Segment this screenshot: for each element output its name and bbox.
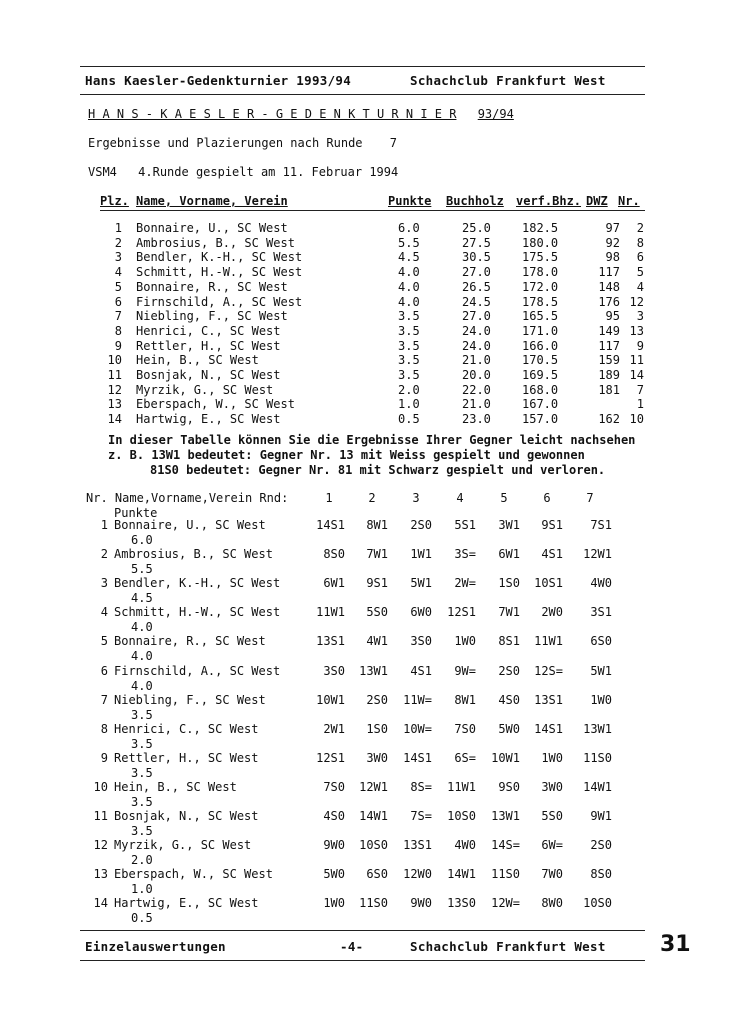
crosstable-result: 7S1 [590,518,612,532]
crosstable-result: 8S0 [590,867,612,882]
standings-plz: 2 [114,235,122,250]
round-header: 2 [368,491,376,505]
standings-dwz: 95 [605,309,620,324]
crosstable-name: Firnschild, A., SC West [114,663,281,678]
standings-plz: 7 [114,309,122,324]
standings-name: Bonnaire, R., SC West [136,279,288,294]
crosstable-result: 2W0 [541,605,563,620]
crosstable-result: 7W1 [366,547,388,562]
crosstable-nr: 3 [100,576,108,591]
footer-left: Einzelauswertungen [85,939,226,954]
standings-name: Eberspach, W., SC West [136,397,295,412]
crosstable-result: 14S1 [534,721,563,736]
round-code: VSM4 [88,165,117,179]
crosstable-result: 9S1 [541,518,563,532]
standings-plz: 1 [114,221,122,235]
subtitle-round: 7 [389,136,398,150]
crosstable-nr: 7 [100,692,108,707]
crosstable-result: 14W1 [359,809,388,823]
standings-name: Bonnaire, U., SC West [136,221,288,235]
crosstable-result: 7S= [410,809,432,823]
standings-buchholz: 25.0 [462,221,491,235]
standings-plz: 13 [107,397,122,412]
crosstable-result: 8W1 [366,518,388,532]
crosstable-punkte: 4.0 [131,620,153,635]
crosstable-punkte: 3.5 [131,707,153,722]
standings-nr: 12 [629,294,644,309]
standings-punkte: 3.5 [398,368,420,382]
crosstable-result: 5W0 [498,721,520,736]
standings-punkte: 3.5 [398,338,420,353]
crosstable-result: 5S0 [366,605,388,620]
crosstable-result: 7W0 [541,867,563,882]
crosstable-punkte: 4.0 [131,649,153,664]
header-right-club: Schachclub Frankfurt West [410,73,606,88]
crosstable-result: 11W1 [534,634,563,649]
round-header: 6 [543,491,551,505]
crosstable-result: 3W0 [541,779,563,794]
standings-plz: 10 [107,353,122,368]
crosstable-result: 6W1 [323,576,345,591]
crosstable-result: 9S1 [366,576,388,591]
crosstable-result: 5W0 [323,867,345,882]
crosstable-result: 7W1 [498,605,520,620]
crosstable-nr: 5 [100,634,108,649]
col-nr: Nr. [618,194,640,208]
crosstable-result: 3S0 [410,634,432,649]
standings-plz: 14 [107,412,122,427]
crosstable-nr: 4 [100,605,108,620]
crosstable-result: 10W= [403,721,432,736]
standings-nr: 13 [629,323,644,338]
standings-punkte: 4.5 [398,250,420,265]
crosstable-punkte: 3.5 [131,765,153,780]
standings-plz: 5 [114,279,122,294]
crosstable-punkte: 3.5 [131,794,153,809]
standings-dwz: 159 [598,353,620,368]
standings-nr: 14 [629,368,644,382]
crosstable-result: 5S1 [454,518,476,532]
standings-verf-bhz: 175.5 [522,250,559,265]
crosstable-result: 14S1 [316,518,345,532]
crosstable-result: 4W0 [590,576,612,591]
crosstable-name: Schmitt, H.-W., SC West [114,605,281,620]
crosstable-result: 5W1 [410,576,432,591]
standings-nr: 7 [636,382,644,397]
crosstable-result: 13S1 [403,838,432,853]
header-left-title: Hans Kaesler-Gedenkturnier 1993/94 [85,73,352,88]
crosstable-result: 2S0 [410,518,432,532]
tournament-title [88,107,514,121]
standings-nr: 11 [629,353,644,368]
crosstable-punkte-label: Punkte [114,506,158,520]
standings-name: Hartwig, E., SC West [136,412,281,427]
standings-name: Bendler, K.-H., SC West [136,250,303,265]
standings-verf-bhz: 180.0 [522,235,559,250]
crosstable-punkte: 4.0 [131,678,153,693]
standings-nr: 2 [636,221,644,235]
crosstable-result: 11W= [403,692,432,707]
crosstable-result: 3S0 [323,663,345,678]
crosstable-result: 7S0 [454,721,476,736]
results-subtitle [88,136,397,150]
crosstable-result: 3W0 [366,750,388,765]
tournament-season: 93/94 [477,107,514,121]
crosstable-nr: 8 [100,721,108,736]
standings-verf-bhz: 168.0 [522,382,559,397]
col-name: Name, Vorname, Verein [136,194,288,208]
crosstable-nr: 2 [100,547,108,562]
standings-punkte: 4.0 [398,294,420,309]
standings-dwz: 162 [598,412,620,427]
standings-buchholz: 23.0 [462,412,491,427]
crosstable-result: 12S= [534,663,563,678]
crosstable-result: 8W0 [541,896,563,911]
standings-verf-bhz: 172.0 [522,279,559,294]
crosstable-result: 12W0 [403,867,432,882]
standings-buchholz: 27.5 [462,235,491,250]
crosstable-result: 13W1 [359,663,388,678]
standings-punkte: 6.0 [398,221,420,235]
crosstable-result: 6S0 [590,634,612,649]
standings-punkte: 3.5 [398,309,420,324]
standings-buchholz: 21.0 [462,397,491,412]
crosstable-result: 6S= [454,750,476,765]
crosstable-result: 10S0 [583,896,612,911]
crosstable-result: 8S= [410,779,432,794]
header-bottom-rule [80,94,645,95]
note-line-3: 81S0 bedeutet: Gegner Nr. 81 mit Schwarz gespielt und verloren. [150,463,606,477]
standings-verf-bhz: 170.5 [522,353,559,368]
round-header: 7 [586,491,594,505]
crosstable-result: 11S0 [359,896,388,911]
crosstable-result: 2S0 [498,663,520,678]
crosstable-name: Niebling, F., SC West [114,692,266,707]
round-header: 1 [325,491,333,505]
crosstable-result: 9S0 [498,779,520,794]
standings-punkte: 3.5 [398,323,420,338]
crosstable-result: 7S0 [323,779,345,794]
crosstable-result: 11S0 [583,750,612,765]
crosstable-name: Bonnaire, U., SC West [114,518,266,532]
crosstable-result: 10S1 [534,576,563,591]
crosstable-result: 1S0 [498,576,520,591]
crosstable-result: 2S0 [366,692,388,707]
standings-name: Niebling, F., SC West [136,309,288,324]
crosstable-result: 14W1 [447,867,476,882]
subtitle-label: Ergebnisse und Plazierungen nach Runde [88,136,363,150]
crosstable-punkte: 2.0 [131,853,153,868]
tournament-title-spaced: H A N S - K A E S L E R - G E D E N K T U R N I E R [88,107,457,121]
standings-nr: 4 [636,279,644,294]
crosstable-result: 11W1 [316,605,345,620]
crosstable-result: 14S= [491,838,520,853]
standings-header [100,194,645,211]
crosstable-result: 4S0 [498,692,520,707]
standings-punkte: 2.0 [398,382,420,397]
crosstable-nr: 1 [100,518,108,532]
crosstable-result: 6W0 [410,605,432,620]
crosstable-result: 2S0 [590,838,612,853]
crosstable-punkte: 0.5 [131,911,153,926]
col-verf-bhz: verf.Bhz. [516,194,582,208]
crosstable-name: Ambrosius, B., SC West [114,547,273,562]
crosstable-nr: 10 [93,779,108,794]
standings-buchholz: 21.0 [462,353,491,368]
crosstable-nr: 6 [100,663,108,678]
standings-dwz: 181 [598,382,620,397]
standings-buchholz: 22.0 [462,382,491,397]
standings-buchholz: 20.0 [462,368,491,382]
crosstable-punkte: 3.5 [131,824,153,838]
standings-dwz: 117 [598,338,620,353]
crosstable-result: 12S1 [316,750,345,765]
crosstable-result: 10W1 [316,692,345,707]
crosstable-result: 8W1 [454,692,476,707]
standings-buchholz: 24.5 [462,294,491,309]
standings-dwz: 148 [598,279,620,294]
standings-dwz: 176 [598,294,620,309]
crosstable-result: 12W= [491,896,520,911]
crosstable-result: 12S1 [447,605,476,620]
standings-nr: 9 [636,338,644,353]
crosstable-result: 5W1 [590,663,612,678]
crosstable-result: 1W0 [454,634,476,649]
standings-plz: 11 [107,368,122,382]
crosstable-result: 3W1 [498,518,520,532]
crosstable-result: 6W1 [498,547,520,562]
standings-buchholz: 27.0 [462,265,491,280]
standings-name: Schmitt, H.-W., SC West [136,265,303,280]
standings-plz: 8 [114,323,122,338]
round-header: 3 [412,491,420,505]
crosstable-name: Bosnjak, N., SC West [114,809,259,823]
crosstable-result: 1W1 [410,547,432,562]
crosstable-result: 12W1 [359,779,388,794]
crosstable-result: 11S0 [491,867,520,882]
standings-plz: 12 [107,382,122,397]
crosstable-result: 14S1 [403,750,432,765]
standings-verf-bhz: 165.5 [522,309,559,324]
crosstable-result: 4W0 [454,838,476,853]
standings-verf-bhz: 178.5 [522,294,559,309]
standings-dwz: 149 [598,323,620,338]
crosstable-result: 9W0 [323,838,345,853]
standings-nr: 1 [636,397,644,412]
footer-center-page: -4- [340,939,364,954]
standings-name: Hein, B., SC West [136,353,259,368]
standings-plz: 4 [114,265,122,280]
crosstable-nr: 9 [100,750,108,765]
standings-nr: 5 [636,265,644,280]
standings-name: Bosnjak, N., SC West [136,368,281,382]
crosstable-nr: 13 [93,867,108,882]
standings-dwz: 92 [605,235,620,250]
crosstable-result: 3S= [454,547,476,562]
crosstable-name: Bonnaire, R., SC West [114,634,266,649]
standings-verf-bhz: 171.0 [522,323,559,338]
standings-verf-bhz: 167.0 [522,397,559,412]
standings-dwz: 97 [605,221,620,235]
standings-name: Firnschild, A., SC West [136,294,303,309]
col-dwz: DWZ [586,194,608,208]
crosstable-result: 2W1 [323,721,345,736]
crosstable-result: 11W1 [447,779,476,794]
standings-plz: 3 [114,250,122,265]
crosstable-header-label: Nr. Name,Vorname,Verein Rnd: [86,491,289,505]
standings-name: Henrici, C., SC West [136,323,281,338]
standings-dwz: 98 [605,250,620,265]
standings-buchholz: 27.0 [462,309,491,324]
standings-name: Ambrosius, B., SC West [136,235,295,250]
header-top-rule [80,66,645,67]
crosstable-result: 6S0 [366,867,388,882]
crosstable-name: Henrici, C., SC West [114,721,259,736]
crosstable-result: 10W1 [491,750,520,765]
col-punkte: Punkte [388,194,432,208]
crosstable-result: 10S0 [359,838,388,853]
crosstable-result: 13S0 [447,896,476,911]
col-plz: Plz. [100,194,129,208]
crosstable-result: 2W= [454,576,476,591]
crosstable-result: 4S1 [410,663,432,678]
standings-name: Rettler, H., SC West [136,338,281,353]
crosstable-punkte: 6.0 [131,533,153,547]
crosstable-result: 13S1 [316,634,345,649]
crosstable-result: 3S1 [590,605,612,620]
round-header: 4 [456,491,464,505]
standings-dwz: 189 [598,368,620,382]
crosstable-punkte: 5.5 [131,562,153,577]
crosstable-name: Bendler, K.-H., SC West [114,576,281,591]
crosstable-name: Myrzik, G., SC West [114,838,252,853]
standings-punkte: 0.5 [398,412,420,427]
footer-top-rule [80,930,645,931]
crosstable-result: 12W1 [583,547,612,562]
crosstable-result: 9W0 [410,896,432,911]
standings-punkte: 5.5 [398,235,420,250]
standings-nr: 8 [636,235,644,250]
crosstable-result: 8S1 [498,634,520,649]
standings-verf-bhz: 157.0 [522,412,559,427]
standings-punkte: 1.0 [398,397,420,412]
crosstable-result: 14W1 [583,779,612,794]
crosstable-name: Eberspach, W., SC West [114,867,273,882]
crosstable-punkte: 4.5 [131,591,153,606]
crosstable-result: 1W0 [541,750,563,765]
standings-buchholz: 24.0 [462,338,491,353]
crosstable-result: 13W1 [491,809,520,823]
crosstable-name: Rettler, H., SC West [114,750,259,765]
crosstable-result: 9W= [454,663,476,678]
crosstable-result: 13S1 [534,692,563,707]
crosstable-result: 1W0 [323,896,345,911]
round-text: 4.Runde gespielt am 11. Februar 1994 [138,165,399,179]
standings-verf-bhz: 166.0 [522,338,559,353]
note-line-2: z. B. 13W1 bedeutet: Gegner Nr. 13 mit Weiss gespielt und gewonnen [108,448,585,462]
standings-punkte: 3.5 [398,353,420,368]
round-line [88,165,398,179]
round-header: 5 [500,491,508,505]
standings-plz: 9 [114,338,122,353]
crosstable-punkte: 3.5 [131,736,153,751]
col-buchholz: Buchholz [446,194,504,208]
crosstable-result: 6W= [541,838,563,853]
crosstable-result: 9W1 [590,809,612,823]
crosstable-nr: 12 [93,838,108,853]
crosstable-result: 1S0 [366,721,388,736]
crosstable-result: 4S1 [541,547,563,562]
standings-verf-bhz: 182.5 [522,221,559,235]
note-line-1: In dieser Tabelle können Sie die Ergebnisse Ihrer Gegner leicht nachsehen [108,433,636,447]
standings-name: Myrzik, G., SC West [136,382,274,397]
standings-punkte: 4.0 [398,279,420,294]
standings-nr: 6 [636,250,644,265]
standings-buchholz: 26.5 [462,279,491,294]
standings-plz: 6 [114,294,122,309]
footer-bottom-rule [80,960,645,961]
crosstable-punkte: 1.0 [131,882,153,897]
standings-verf-bhz: 178.0 [522,265,559,280]
standings-nr: 3 [636,309,644,324]
page-number: 31 [660,932,691,957]
crosstable-result: 5S0 [541,809,563,823]
crosstable-result: 8S0 [323,547,345,562]
crosstable-result: 13W1 [583,721,612,736]
standings-buchholz: 24.0 [462,323,491,338]
crosstable-nr: 11 [93,809,108,823]
standings-buchholz: 30.5 [462,250,491,265]
crosstable-result: 1W0 [590,692,612,707]
standings-punkte: 4.0 [398,265,420,280]
crosstable-nr: 14 [93,896,108,911]
standings-nr: 10 [629,412,644,427]
standings-verf-bhz: 169.5 [522,368,559,382]
crosstable-result: 4S0 [323,809,345,823]
crosstable-result: 10S0 [447,809,476,823]
crosstable-result: 4W1 [366,634,388,649]
standings-dwz: 117 [598,265,620,280]
footer-right-club: Schachclub Frankfurt West [410,939,606,954]
crosstable-name: Hein, B., SC West [114,779,237,794]
crosstable-name: Hartwig, E., SC West [114,896,259,911]
